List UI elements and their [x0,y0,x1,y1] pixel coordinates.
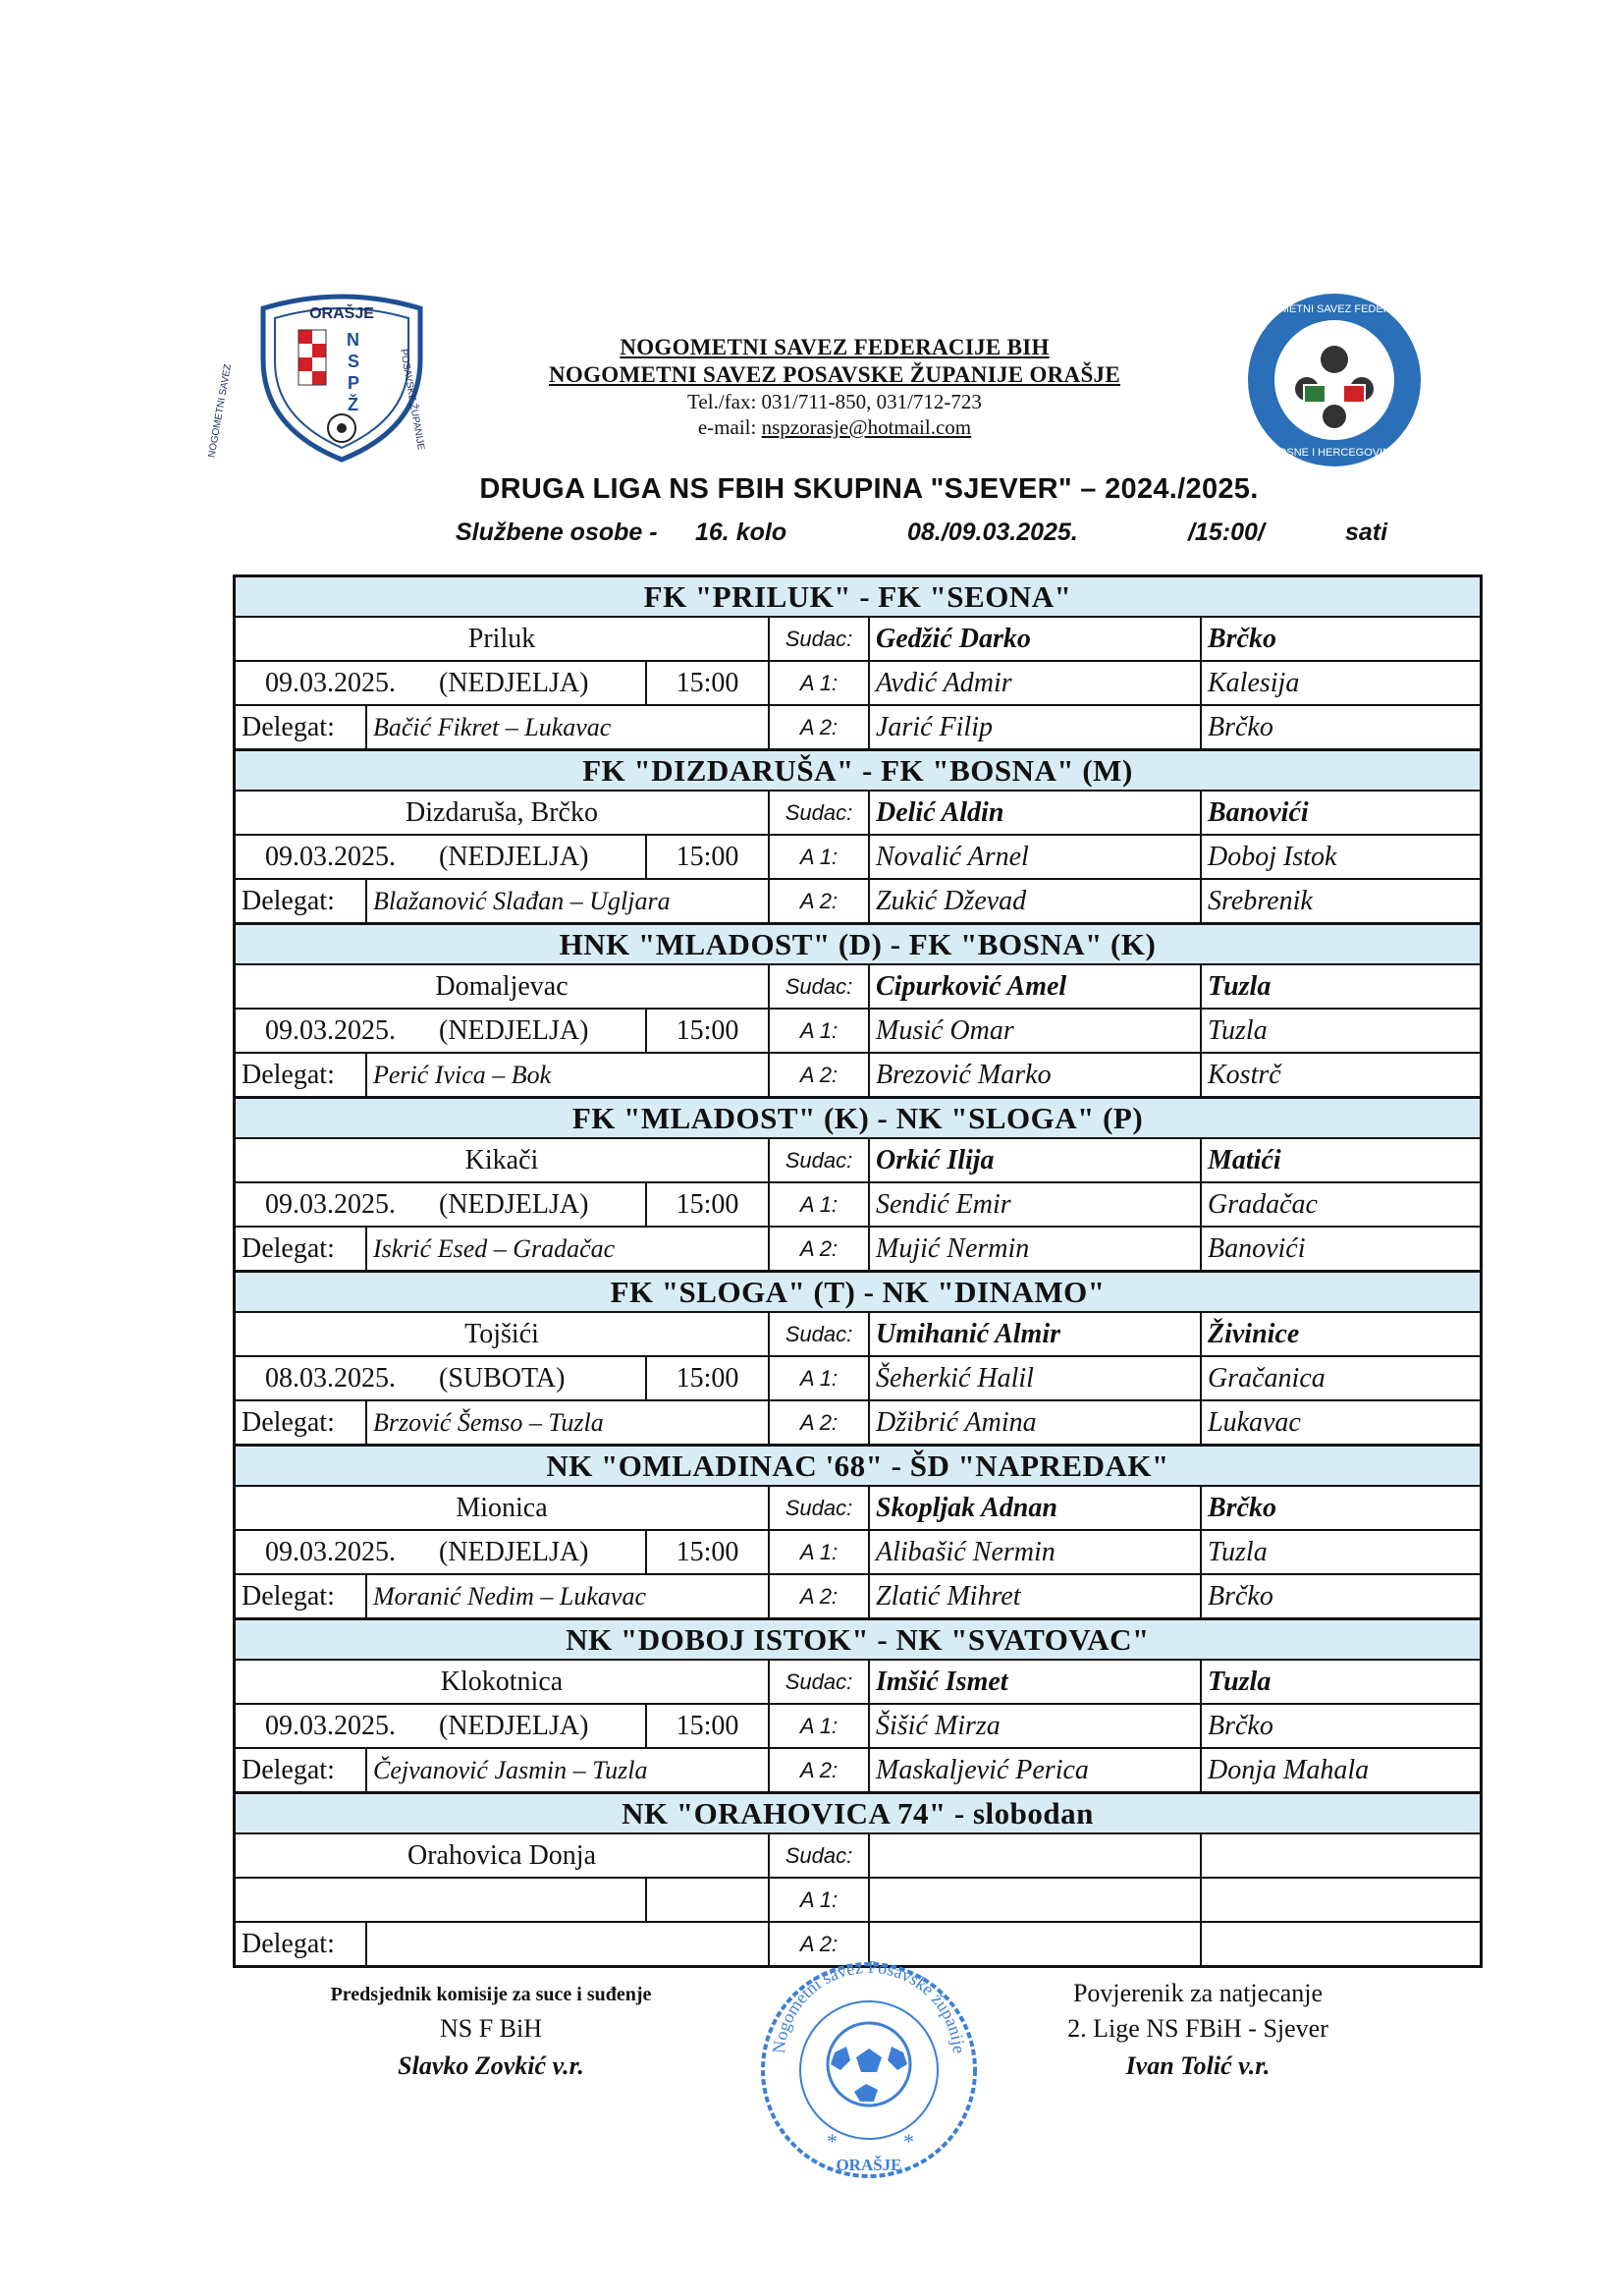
a1-city: Tuzla [1200,1531,1483,1573]
ns-fbih-logo [1245,291,1424,469]
a1-name: Sendić Emir [868,1183,1200,1226]
a2-city: Srebrenik [1200,880,1483,922]
a2-label: A 2: [768,880,868,922]
referee-name: Imšić Ismet [868,1661,1200,1703]
a2-city: Banovići [1200,1228,1483,1270]
referee-label: Sudac: [768,965,868,1008]
venue: Klokotnica [440,1667,564,1697]
email-line [461,414,1208,440]
a2-label: A 2: [768,1228,868,1270]
match-block [236,1096,1480,1270]
venue-row [236,1832,1480,1877]
date-row [236,1355,1480,1399]
a2-city: Lukavac [1200,1401,1483,1444]
a2-name: Maskaljević Perica [868,1749,1200,1791]
a1-label: A 1: [768,662,868,704]
nspz-orasje-logo [206,291,430,465]
match-title: NK "ORAHOVICA 74" - slobodan [236,1791,1480,1832]
a2-name: Mujić Nermin [868,1228,1200,1270]
right-signer-league: 2. Lige NS FBiH - Sjever [1067,2014,1328,2043]
email-link[interactable]: nspzorasje@hotmail.com [761,415,972,439]
venue-row [236,963,1480,1008]
venue-row [236,1137,1480,1181]
a2-city: Brčko [1200,706,1483,748]
a2-city: Brčko [1200,1575,1483,1617]
match-block [236,1270,1480,1444]
a1-name: Musić Omar [868,1010,1200,1052]
a1-label: A 1: [768,1879,868,1921]
referee-label: Sudac: [768,1313,868,1355]
a2-label: A 2: [768,1575,868,1617]
referee-name: Delić Aldin [868,792,1200,834]
org-line-1: NOGOMETNI SAVEZ FEDERACIJE BIH [620,335,1050,359]
a1-name: Šišić Mirza [868,1705,1200,1747]
a1-label: A 1: [768,1010,868,1052]
referee-label: Sudac: [768,618,868,660]
subtitle-label: Službene osobe - [456,519,658,546]
subtitle-dates: 08./09.03.2025. [907,519,1078,546]
svg-text:*: * [827,2129,838,2154]
svg-text:*: * [903,2129,914,2154]
a2-name: Brezović Marko [868,1054,1200,1096]
delegate-row [236,704,1480,748]
delegate-row [236,1226,1480,1270]
a1-label: A 1: [768,836,868,878]
delegate-name: Bačić Fikret – Lukavac [365,706,768,748]
a2-label: A 2: [768,1923,868,1965]
referee-city: Matići [1200,1139,1483,1181]
match-title: NK "OMLADINAC '68" - ŠD "NAPREDAK" [236,1444,1480,1485]
a1-city: Brčko [1200,1705,1483,1747]
delegate-name: Perić Ivica – Bok [365,1054,768,1096]
subtitle-unit: sati [1345,519,1388,546]
referee-city: Banovići [1200,792,1483,834]
match-title: FK "DIZDARUŠA" - FK "BOSNA" (M) [236,748,1480,790]
stamp-arc-text: Nogometni savez Posavske županije [768,1956,969,2054]
svg-text:P: P [348,373,360,393]
venue-row [236,1485,1480,1529]
match-title: NK "DOBOJ ISTOK" - NK "SVATOVAC" [236,1617,1480,1659]
match-title: FK "MLADOST" (K) - NK "SLOGA" (P) [236,1096,1480,1137]
logo-left-text: NOGOMETNI SAVEZ [206,362,235,459]
match-day: (NEDJELJA) [439,668,589,698]
match-date: 09.03.2025. [265,1711,396,1741]
referee-city: Tuzla [1200,965,1483,1008]
delegate-label: Delegat: [242,1233,335,1264]
a1-name: Novalić Arnel [868,836,1200,878]
referee-label: Sudac: [768,1139,868,1181]
venue: Orahovica Donja [406,1840,597,1871]
venue: Domaljevac [435,971,568,1002]
delegate-name: Iskrić Esed – Gradačac [365,1228,768,1270]
referee-city: Tuzla [1200,1661,1483,1703]
referee-name [868,1834,1200,1877]
referee-label: Sudac: [768,1661,868,1703]
a1-name: Avdić Admir [868,662,1200,704]
referee-name: Skopljak Adnan [868,1487,1200,1529]
referee-label: Sudac: [768,1487,868,1529]
a1-label: A 1: [768,1183,868,1226]
a1-label: A 1: [768,1357,868,1399]
match-title: FK "PRILUK" - FK "SEONA" [236,577,1480,616]
delegate-row [236,1747,1480,1791]
match-schedule-table [233,574,1483,1968]
match-day: (NEDJELJA) [439,1711,589,1741]
delegate-label: Delegat: [242,1929,335,1959]
date-row [236,1703,1480,1747]
match-date-day [236,1879,645,1921]
a1-city [1200,1879,1483,1921]
match-time: 15:00 [645,1010,768,1052]
left-signer-org: NS F BiH [439,2014,543,2043]
phone-line: Tel./fax: 031/711-850, 031/712-723 [687,390,982,413]
a1-city: Doboj Istok [1200,836,1483,878]
match-time: 15:00 [645,662,768,704]
venue: Tojšići [464,1319,539,1349]
delegate-label: Delegat: [242,712,335,742]
a2-label: A 2: [768,1749,868,1791]
document-title: DRUGA LIGA NS FBIH SKUPINA "SJEVER" – 2024./2025. [479,473,1259,505]
match-block [236,922,1480,1096]
match-day: (SUBOTA) [439,1363,566,1394]
venue: Dizdaruša, Brčko [406,797,598,828]
match-date-day [236,836,645,878]
logo-top-text: ORAŠJE [309,305,374,322]
date-row [236,1877,1480,1921]
venue-row [236,1659,1480,1703]
match-time: 15:00 [645,1705,768,1747]
date-row [236,834,1480,878]
match-date: 09.03.2025. [265,1015,396,1046]
delegate-name: Blažanović Slađan – Ugljara [365,880,768,922]
referee-label: Sudac: [768,1834,868,1877]
match-title: HNK "MLADOST" (D) - FK "BOSNA" (K) [236,922,1480,963]
match-day: (NEDJELJA) [439,1015,589,1046]
match-date-day [236,1183,645,1226]
delegate-label: Delegat: [242,1581,335,1612]
delegate-label: Delegat: [242,1060,335,1090]
venue-row [236,1311,1480,1355]
nspz-stamp [756,1954,982,2186]
delegate-row [236,1052,1480,1096]
match-title: FK "SLOGA" (T) - NK "DINAMO" [236,1270,1480,1311]
match-date: 08.03.2025. [265,1363,396,1394]
a2-label: A 2: [768,1054,868,1096]
referee-city: Brčko [1200,1487,1483,1529]
venue: Kikači [464,1145,539,1175]
a2-city [1200,1923,1483,1965]
subtitle-time: /15:00/ [1188,519,1265,546]
delegate-name: Čejvanović Jasmin – Tuzla [365,1749,768,1791]
delegate-label: Delegat: [242,1407,335,1438]
referee-name: Gedžić Darko [868,618,1200,660]
referee-city [1200,1834,1483,1877]
match-time: 15:00 [645,836,768,878]
a1-name [868,1879,1200,1921]
fbih-logo-top-text: NOGOMETNI SAVEZ FEDERACIJE [1247,303,1422,315]
a1-name: Alibašić Nermin [868,1531,1200,1573]
fbih-logo-bottom-text: BOSNE I HERCEGOVINE [1271,447,1398,459]
a1-city: Gradačac [1200,1183,1483,1226]
match-day: (NEDJELJA) [439,1537,589,1567]
match-date-day [236,662,645,704]
svg-text:Ž: Ž [348,395,358,414]
date-row [236,1529,1480,1573]
match-date-day [236,1705,645,1747]
footer-right-signature [1011,1976,1384,2086]
a2-label: A 2: [768,1401,868,1444]
a2-label: A 2: [768,706,868,748]
delegate-name [365,1923,768,1965]
a1-city: Tuzla [1200,1010,1483,1052]
referee-city: Živinice [1200,1313,1483,1355]
match-time: 15:00 [645,1183,768,1226]
org-line-2: NOGOMETNI SAVEZ POSAVSKE ŽUPANIJE ORAŠJE [548,362,1120,387]
match-date: 09.03.2025. [265,1537,396,1567]
right-signer-role: Povjerenik za natjecanje [1072,1979,1324,2007]
a1-city: Gračanica [1200,1357,1483,1399]
a1-label: A 1: [768,1531,868,1573]
a1-label: A 1: [768,1705,868,1747]
subtitle-round: 16. kolo [695,519,787,546]
a2-city: Donja Mahala [1200,1749,1483,1791]
match-block [236,1444,1480,1617]
date-row [236,1008,1480,1052]
match-block [236,577,1480,748]
letterhead [461,334,1208,440]
venue: Mionica [456,1493,548,1523]
stamp-city-text: ORAŠJE [836,2156,902,2174]
left-signer-role: Predsjednik komisije za suce i suđenje [330,1984,652,2005]
venue-row [236,616,1480,660]
match-time [645,1879,768,1921]
match-date: 09.03.2025. [265,842,396,872]
venue: Priluk [467,624,536,654]
a2-city: Kostrč [1200,1054,1483,1096]
delegate-row [236,878,1480,922]
referee-name: Cipurković Amel [868,965,1200,1008]
match-day: (NEDJELJA) [439,842,589,872]
logo-right-text: POSAVSKE ŽUPANIJE [398,348,426,452]
a2-name: Zlatić Mihret [868,1575,1200,1617]
match-date-day [236,1010,645,1052]
referee-label: Sudac: [768,792,868,834]
right-signer-name: Ivan Tolić v.r. [1125,2051,1271,2080]
delegate-row [236,1573,1480,1617]
referee-city: Brčko [1200,618,1483,660]
match-time: 15:00 [645,1531,768,1573]
a2-name: Zukić Dževad [868,880,1200,922]
a1-name: Šeherkić Halil [868,1357,1200,1399]
match-date: 09.03.2025. [265,668,396,698]
svg-text:S: S [348,352,360,371]
venue-row [236,790,1480,834]
match-date-day [236,1531,645,1573]
match-block [236,1791,1480,1965]
a1-city: Kalesija [1200,662,1483,704]
delegate-name: Moranić Nedim – Lukavac [365,1575,768,1617]
match-block [236,1617,1480,1791]
date-row [236,1181,1480,1226]
match-date: 09.03.2025. [265,1189,396,1220]
referee-name: Umihanić Almir [868,1313,1200,1355]
delegate-label: Delegat: [242,1755,335,1785]
delegate-row [236,1399,1480,1444]
a2-name: Jarić Filip [868,706,1200,748]
date-row [236,660,1480,704]
a2-name: Džibrić Amina [868,1401,1200,1444]
match-date-day [236,1357,645,1399]
referee-name: Orkić Ilija [868,1139,1200,1181]
delegate-label: Delegat: [242,886,335,916]
match-day: (NEDJELJA) [439,1189,589,1220]
footer-left-signature [285,1978,697,2086]
left-signer-name: Slavko Zovkić v.r. [398,2051,584,2080]
email-prefix: e-mail: [697,415,762,439]
match-time: 15:00 [645,1357,768,1399]
svg-text:N: N [347,330,359,350]
delegate-name: Brzović Šemso – Tuzla [365,1401,768,1444]
match-block [236,748,1480,922]
